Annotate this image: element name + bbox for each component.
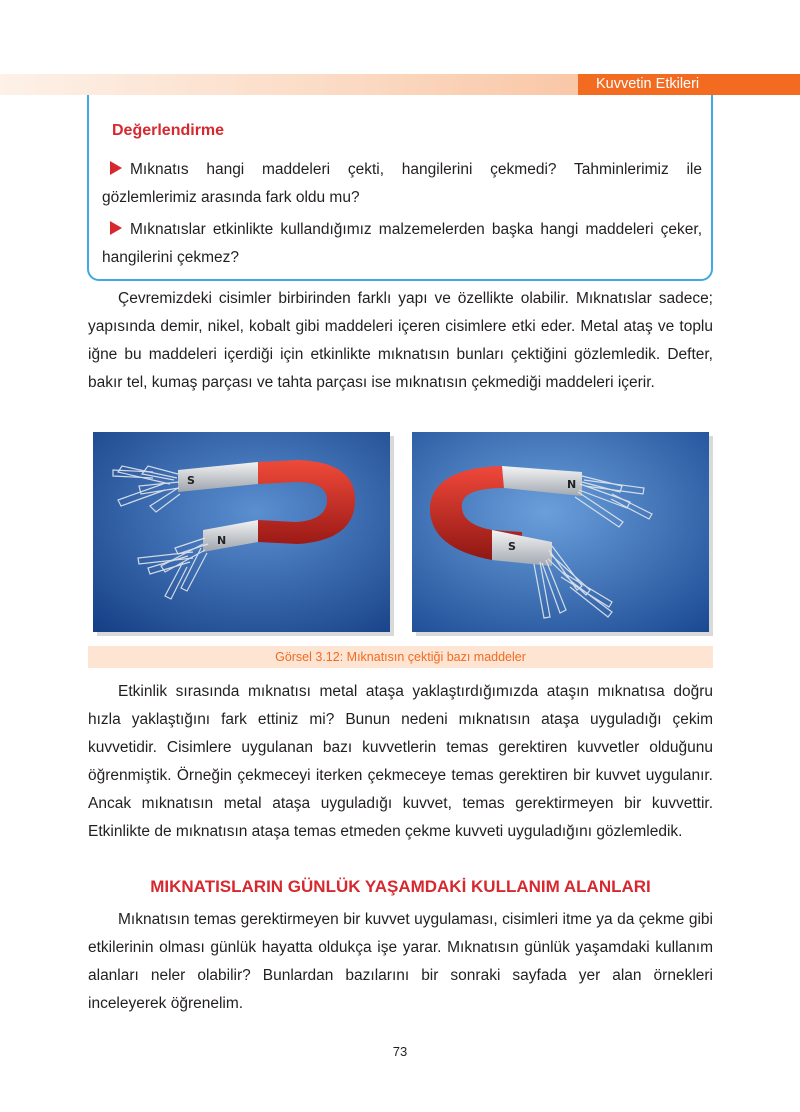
pole-label-south: S [508,540,516,553]
chapter-title: Kuvvetin Etkileri [596,76,700,92]
evaluation-question-1 [102,156,702,212]
pole-label-north: N [217,534,227,547]
magnet-photo-left [93,432,390,632]
figure-caption-text: Görsel 3.12: Mıknatısın çektiği bazı maddeler [275,650,526,664]
section-heading: MIKNATISLARIN GÜNLÜK YAŞAMDAKİ KULLANIM ALANLARI [150,877,651,896]
question-text: Mıknatıs hangi maddeleri çekti, hangilerini çekmedi? Tahminlerimiz ile gözlemlerimiz arasında fark oldu mu? [102,161,702,206]
pole-label-north: N [567,478,577,491]
question-text: Mıknatıslar etkinlikte kullandığımız malzemelerden başka hangi maddeleri çeker, hangilerini çekmez? [102,221,702,266]
body-paragraph-3: Mıknatısın temas gerektirmeyen bir kuvvet uygulaması, cisimleri itme ya da çekme gibi etkilerinin olması günlük hayatta oldukça işe yarar. Mıknatısın günlük yaşamdaki kullanım alanları neler olabilir? Bunlardan bazılarını bir sonraki sayfada yer alan örnekleri inceleyerek öğrenelim. [88,911,713,1012]
body-paragraph-1: Çevremizdeki cisimler birbirinden farklı yapı ve özellikte olabilir. Mıknatıslar sadece; yapısında demir, nikel, kobalt gibi maddeleri içeren cisimlere etki eder. Metal ataş ve toplu iğne bu maddeleri içerdiği için etkinlikte mıknatısın bunları çektiğini gözlemledik. Defter, bakır tel, kumaş parçası ve tahta parçası ise mıknatısın çekmediği maddeleri içerir. [88,290,713,391]
evaluation-title: Değerlendirme [112,122,225,139]
magnet-photo-right [412,432,709,632]
chapter-header-tab [578,74,800,95]
figure-caption [88,646,713,668]
pole-label-south: S [187,474,195,487]
evaluation-question-2 [102,216,702,272]
play-arrow-icon [110,221,122,235]
page-number: 73 [392,1044,408,1059]
body-paragraph-2: Etkinlik sırasında mıknatısı metal ataşa yaklaştırdığımızda ataşın mıknatısa doğru hızla yaklaştığını fark ettiniz mi? Bunun nedeni mıknatısın ataşa uyguladığı çekim kuvvetidir. Cisimlere uygulanan bazı kuvvetlerin temas gerektiren kuvvetler olduğunu öğrenmiştik. Örneğin çekmeceyi iterken çekmeceye temas gerektiren bir kuvvet uygulanır. Ancak mıknatısın metal ataşa uyguladığı kuvvet, temas gerektirmeyen bir kuvvettir. Etkinlikte de mıknatısın ataşa temas etmeden çekme kuvveti uyguladığını gözlemledik. [88,683,713,840]
play-arrow-icon [110,161,122,175]
